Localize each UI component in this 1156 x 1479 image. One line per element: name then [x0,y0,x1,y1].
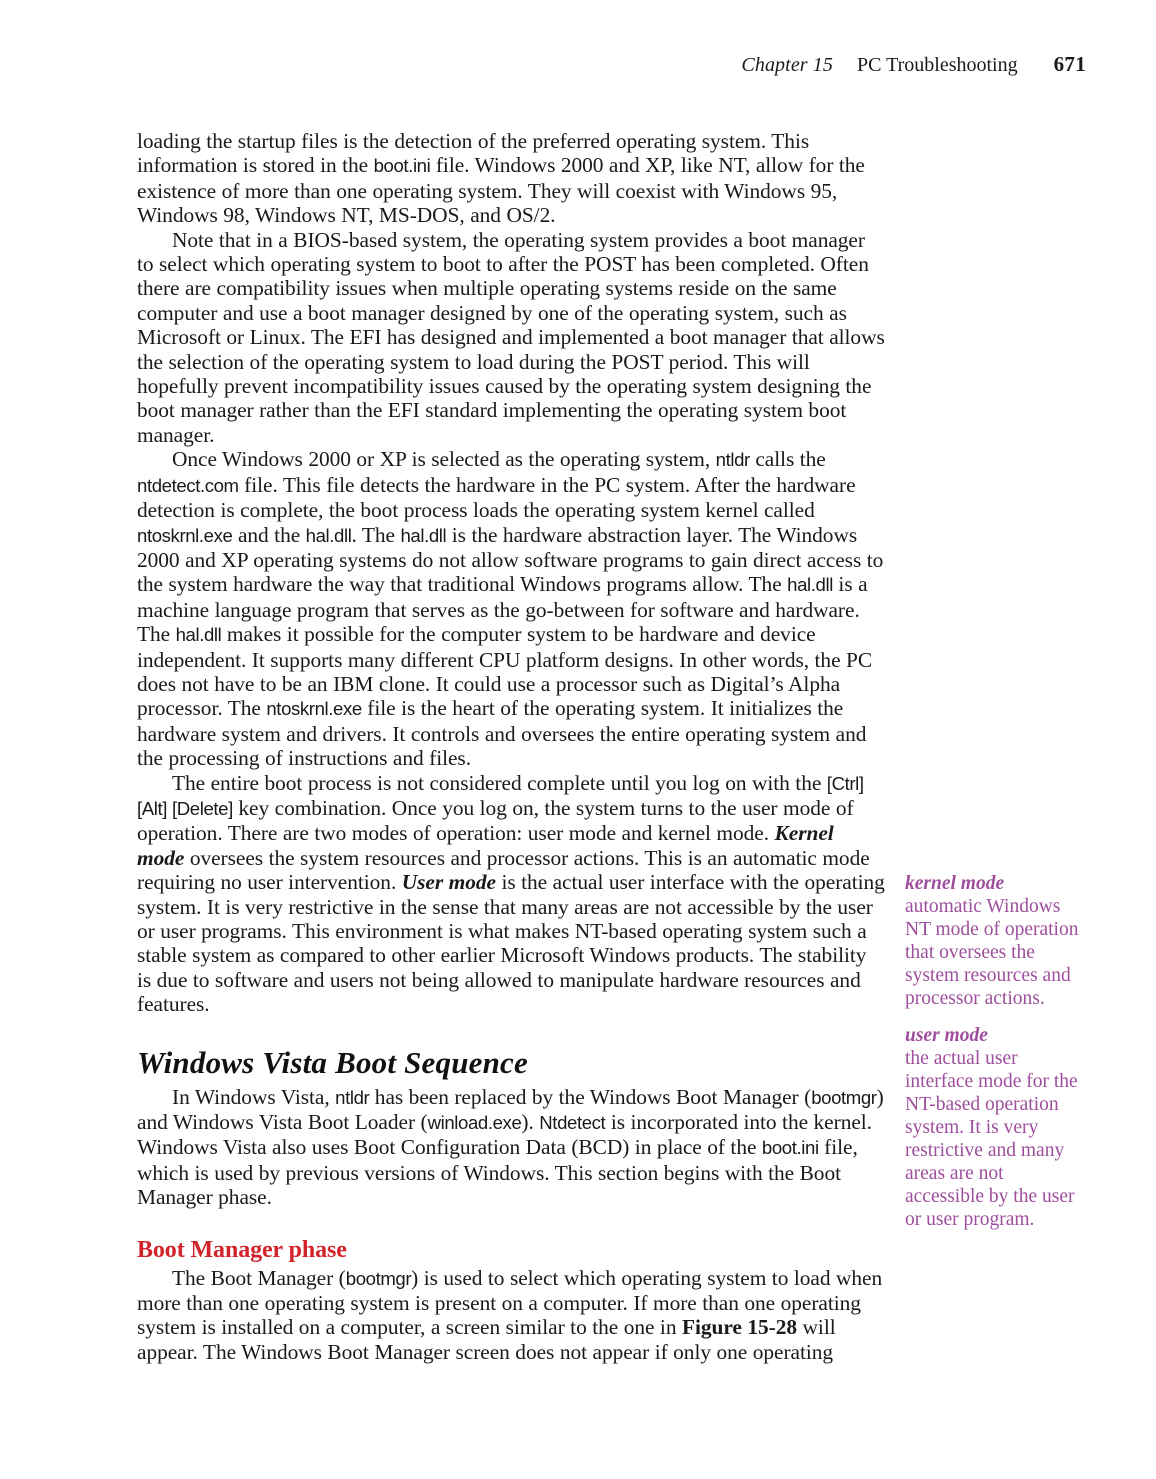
text-run: calls the [749,447,826,472]
margin-glossary [905,872,1085,1245]
code-bootmgr: bootmgr [345,1267,412,1289]
text-run: file is the heart of the operating system. It initializes the hardware system and drivers. It controls and oversees the entire operating system and the processing of instructions and files. [137,696,867,771]
code-bootmgr: bootmgr [811,1086,877,1108]
glossary-entry-user-mode [905,1024,1085,1231]
text-run: file. Windows 2000 and XP, like NT, allow for the existence of more than one operating system. They will coexist with Windows 95, Windows 98, Windows NT, MS-DOS, and OS/2. [137,153,865,228]
code-hal-dll: hal.dll [400,524,447,546]
text-run: ) and Windows Vista Boot Loader ( [137,1084,884,1135]
text-run: ) is used to select which operating system to load when more than one operating system is present on a computer. If more than one operating system is installed on a computer, a screen similar to the one in [137,1265,883,1340]
code-ntdetect-com: ntdetect.com [137,474,239,496]
code-ntldr: ntldr [335,1086,370,1108]
text-run: oversees the system resources and processor actions. This is an automatic mode requiring no user intervention. [137,845,870,895]
text-run: Note that in a BIOS-based system, the operating system provides a boot manager to select which operating system to boot to after the POST has been completed. Often there are compatibility issues when multiple operating systems reside on the same computer and use a boot manager designed by one of the operating system, such as Microsoft or Linux. The EFI has designed and implemented a boot manager that allows the selection of the operating system to load during the POST period. This will hopefully prevent incompatibility issues caused by the operating system designing the boot manager rather than the EFI standard implementing the operating system boot manager. [137,227,885,447]
code-ctrl-alt-delete: [Ctrl] [Alt] [Delete] [137,772,864,819]
text-run: has been replaced by the Windows Boot Manager ( [369,1084,812,1109]
paragraph-ntldr-kernel [137,447,885,770]
glossary-term: user mode [905,1025,988,1046]
paragraph-vista-boot-manager-intro [137,1085,885,1210]
text-run: file, which is used by previous versions of Windows. This section begins with the Boot Manager phase. [137,1135,858,1210]
paragraph-user-kernel-mode [137,771,885,1017]
emphasis-kernel-mode: Kernel mode [137,821,834,870]
page-number: 671 [1053,52,1086,76]
subheading-boot-manager-phase: Boot Manager phase [137,1236,347,1263]
running-head-chapter: Chapter 15 [741,54,833,76]
text-run: will appear. The Windows Boot Manager screen does not appear if only one operating [137,1315,836,1364]
text-run: and the [232,522,306,547]
text-run: loading the startup files is the detection of the preferred operating system. This information is stored in the [137,129,810,178]
code-ntoskrnl-exe: ntoskrnl.exe [266,698,362,720]
code-ntoskrnl-exe: ntoskrnl.exe [137,524,233,546]
code-hal-dll: hal.dll [175,624,222,646]
code-hal-dll: hal.dll [305,524,352,546]
paragraph-loading-startup-files [137,129,885,228]
glossary-entry-kernel-mode [905,872,1085,1010]
text-run: is incorporated into the kernel. Windows Vista also uses Boot Configuration Data (BCD) in place of the [137,1110,872,1160]
text-run: is the hardware abstraction layer. The Windows 2000 and XP operating systems do not allow software programs to gain direct access to the system hardware the way that traditional Windows programs allow. The [137,522,884,597]
text-run: Once Windows 2000 or XP is selected as the operating system, [172,447,716,472]
text-run: is a machine language program that serves as the go-between for software and hardware. The [137,572,868,647]
code-ntldr: ntldr [715,449,750,471]
glossary-definition: the actual user interface mode for the NT-based operation system. It is very restrictive and many areas are not accessible by the user or user program. [905,1048,1078,1230]
glossary-definition: automatic Windows NT mode of operation that oversees the system resources and processor actions. [905,896,1079,1009]
text-run: ). [521,1110,540,1135]
emphasis-user-mode: User mode [401,870,496,895]
text-run: key combination. Once you log on, the system turns to the user mode of operation. There are two modes of operation: user mode and kernel mode. [137,795,854,846]
running-head-title: PC Troubleshooting [856,54,1018,76]
text-run: makes it possible for the computer system to be hardware and device independent. It supports many different CPU platform designs. In other words, the PC does not have to be an IBM clone. It could use a processor such as Digital’s Alpha processor. The [137,622,873,721]
paragraph-bios-boot-manager [137,228,885,448]
text-run: In Windows Vista, [172,1084,336,1109]
code-boot-ini: boot.ini [373,155,431,177]
running-head [137,52,1086,80]
text-run: The entire boot process is not considered complete until you log on with the [172,770,827,795]
code-boot-ini: boot.ini [761,1137,819,1159]
text-run: . The [351,522,401,547]
paragraph-boot-manager-selection [137,1266,885,1365]
text-run: file. This file detects the hardware in the PC system. After the hardware detection is complete, the boot process loads the operating system kernel called [137,472,856,523]
text-run: is the actual user interface with the operating system. It is very restrictive in the sense that many areas are not accessible by the user or user programs. This environment is what makes NT-based operating system such a stable system as compared to other earlier Microsoft Windows products. The stability is due to software and users not being allowed to manipulate hardware resources and features. [137,870,885,1017]
main-text-column [137,129,885,1364]
code-hal-dll: hal.dll [787,574,833,596]
code-winload-exe: winload.exe [427,1112,522,1134]
figure-reference-15-28: Figure 15-28 [681,1315,798,1340]
code-ntdetect: Ntdetect [539,1112,606,1134]
glossary-term: kernel mode [905,873,1005,894]
section-heading-windows-vista-boot-sequence: Windows Vista Boot Sequence [137,1044,528,1080]
text-run: The Boot Manager ( [172,1265,346,1290]
